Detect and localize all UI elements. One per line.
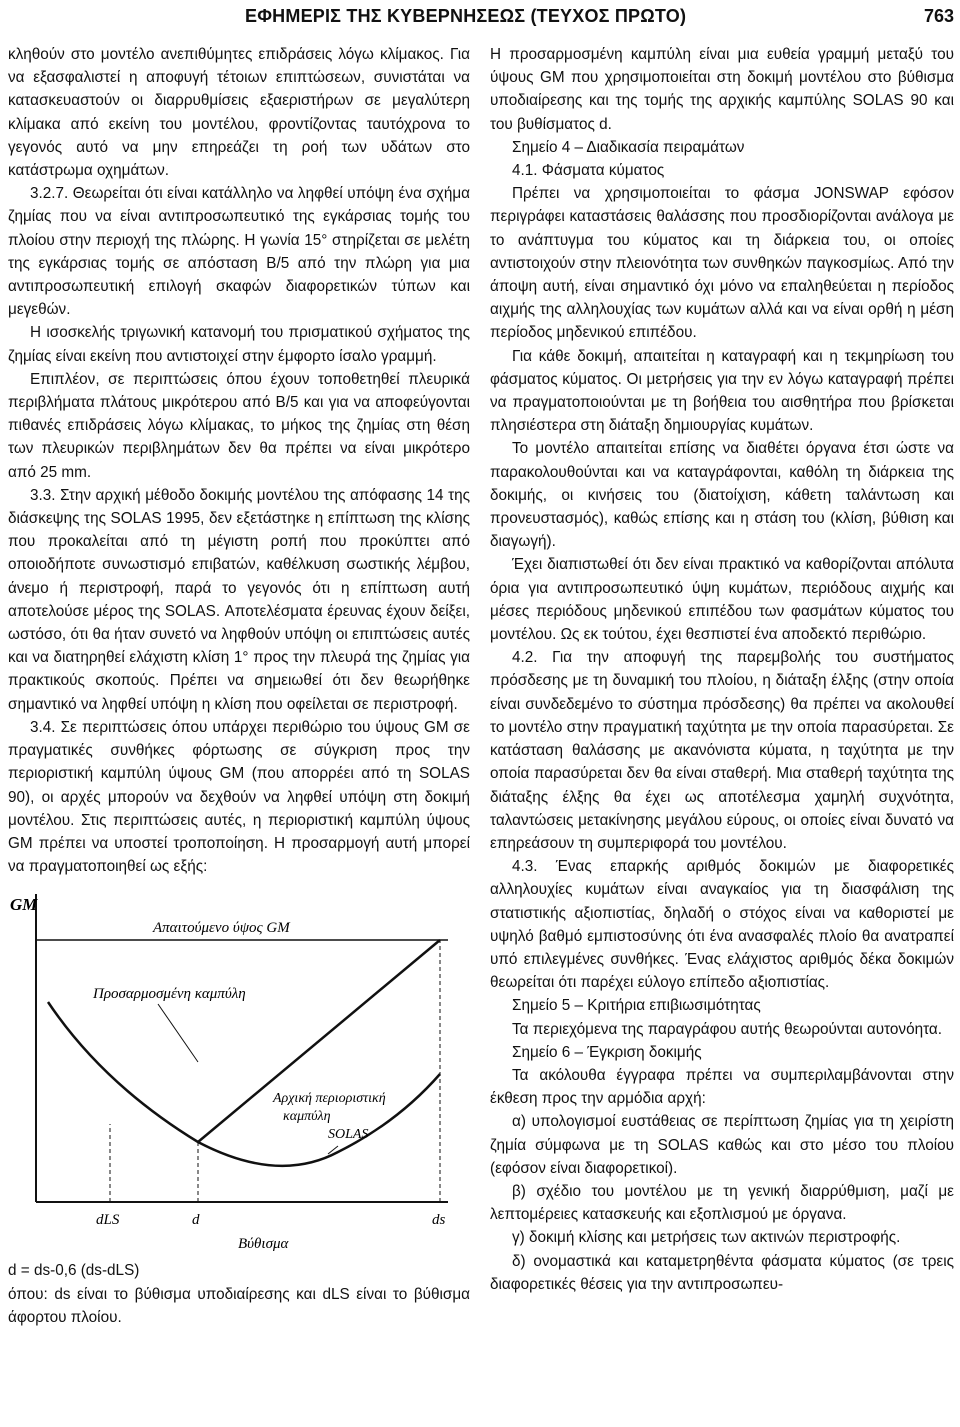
paragraph: 3.2.7. Θεωρείται ότι είναι κατάλληλο να ληφθεί υπόψη ένα σχήμα ζημίας που να είναι αντιπροσωπευτικό της εγκάρσιας τομής του πλοίου στην περιοχή της πλώρης. Η γωνία 15° στηρίζεται σε μελέτη της εγκάρσιας τομής σε απόσταση Β/5 από την πλώρη για μια αντιπροσωπευτική επιλογή σκαφών διαφορετικών τύπων και μεγεθών. [8,185,470,319]
paragraph: Πρέπει να χρησιμοποιείται το φάσμα JONSWAP εφόσον περιγράφει καταστάσεις θαλάσσης που προσδιορίζονται ανάλογα με το ανάπτυγμα του κύματος και τη διάρκεια του, οι οποίες αντιστοιχούν στην πλειονότητα των συνθηκών παγκοσμίως. Από την άποψη αυτή, είναι σημαντικό όχι μόνο να επαληθεύεται η περίοδος αιχμής της αλληλουχίας των κυμάτων αλλά και να είναι ορθή η μέση περίοδος μηδενικού επιπέδου. [490,185,954,342]
list-item: β) σχέδιο του μοντέλου με τη γενική διαρρύθμιση, μαζί με λεπτομέρειες κατασκευής και εξοπλισμού με όργανα. [490,1182,954,1224]
y-axis-label: GM [10,895,38,915]
paragraph: κληθούν στο μοντέλο ανεπιθύμητες επιδράσεις λόγω κλίμακος. Για να εξασφαλιστεί η αποφυγή τέτοιων επιπτώσεων, συνιστάται να κατασκευαστούν οι διαρρυθμίσεις εξαεριστήρων σε μεγαλύτερη κλίμακα από εκείνη του μοντέλου, φροντίζοντας ταυτόχρονα το γεγονός αυτό να μην επηρεάζει τη ροή των υδάτων στο κατάστρωμα οχημάτων. [8,46,470,180]
paragraph: Το μοντέλο απαιτείται επίσης να διαθέτει όργανα έτσι ώστε να παρακολουθούνται και να καταγράφονται, καθόλη τη διάρκεια της δοκιμής, οι κινήσεις του (διατοίχιση, κάθετη ταλάντωση και προνευστασμός), καθώς επίσης και η στάση του (κλίση, βύθιση και διαγωγή). [490,440,954,551]
subsection-heading: 4.1. Φάσματα κύματος [512,162,665,180]
solas-curve-label-line3: SOLAS [328,1127,369,1143]
gm-curve-diagram [8,884,470,1259]
paragraph: 4.2. Για την αποφυγή της παρεμβολής του συστήματος πρόσδεσης με τη δυναμική του πλοίου, η διάταξη έλξης (στην οποία είναι συνδεδεμένο το σύστημα πρόσδεσης) θα πρέπει να ακολουθεί το μοντέλο στην πραγματική ταχύτητα με την οποία παρασύρεται. Σε κατάσταση θαλάσσης με ακανόνιστα κύματα, η ταχύτητα με την οποία παρασύρεται δεν θα είναι σταθερή. Μια σταθερή ταχύτητα της διάταξης έλξης θα έχει ως αποτέλεσμα χαμηλή συχνότητα, ταλαντώσεις μετακίνησης μεγάλου εύρους, οι οποίες είναι δυνατό να επηρεάσουν τη συμπεριφορά του μοντέλου. [490,649,954,852]
paragraph: Έχει διαπιστωθεί ότι δεν είναι πρακτικό να καθορίζονται απόλυτα όρια για αντιπροσωπευτικό ύψη κυμάτων, περιόδους αιχμής και μέσες περιόδους μηδενικού επιπέδου των φασμάτων κύματος του μοντέλου. Ως εκ τούτου, έχει θεσπιστεί ένα αποδεκτό περιθώριο. [490,556,954,644]
required-gm-label: Απαιτούμενο ύψος GM [153,920,290,937]
page-header [0,6,960,34]
solas-original-curve [48,1002,440,1166]
list-item: α) υπολογισμοί ευστάθειας σε περίπτωση ζημίας για τη χειρίστη ζημία σύμφωνα με τη SOLAS καθώς και στο μέσο του πλοίου (εφόσον είναι διαφορετικοί). [490,1113,954,1177]
tick-dls: dLS [96,1212,120,1229]
paragraph: Η προσαρμοσμένη καμπύλη είναι μια ευθεία γραμμή μεταξύ του ύψους GM που χρησιμοποιείται στη δοκιμή μοντέλου στο βύθισμα υποδιαίρεσης και της τομής της αρχικής καμπύλης SOLAS 90 και του βυθίσματος d. [490,46,954,133]
paragraph: Επιπλέον, σε περιπτώσεις όπου έχουν τοποθετηθεί πλευρικά περιβλήματα πλάτους μικρότερου από Β/5 και για να αποφεύγονται πιθανές επιδράσεις λόγω κλίμακας, το μήκος της ζημίας στη θέση των πλευρικών περιβλημάτων δεν θα πρέπει να είναι μικρότερο από 25 mm. [8,370,470,481]
gazette-title: ΕΦΗΜΕΡΙΣ ΤΗΣ ΚΥΒΕΡΝΗΣΕΩΣ (ΤΕΥΧΟΣ ΠΡΩΤΟ) [245,6,687,26]
solas-curve-label-line1: Αρχική περιοριστική [273,1091,386,1107]
right-column [490,43,954,1296]
paragraph: Τα ακόλουθα έγγραφα πρέπει να συμπεριλαμβάνονται στην έκθεση προς την αρμόδια αρχή: [490,1066,954,1108]
section-heading: Σημείο 4 – Διαδικασία πειραμάτων [512,138,745,156]
paragraph: Τα περιεχόμενα της παραγράφου αυτής θεωρούνται αυτονόητα. [512,1020,943,1038]
left-column [8,43,470,1329]
tick-d: d [192,1212,200,1229]
section-heading: Σημείο 5 – Κριτήρια επιβιωσιμότητας [512,997,761,1015]
formula: d = ds-0,6 (ds-dLS) [8,1262,140,1280]
list-item: γ) δοκιμή κλίσης και μετρήσεις των ακτινών περιστροφής. [512,1229,901,1247]
paragraph: 3.4. Σε περιπτώσεις όπου υπάρχει περιθώριο του ύψους GM σε πραγματικές συνθήκες φόρτωσης σε σύγκριση προς την περιοριστική καμπύλη ύψους GM (που απορρέει από τη SOLAS 90), οι αρχές μπορούν να δεχθούν να ληφθεί υπόψη στη δοκιμή μοντέλου. Στις περιπτώσεις αυτές, η περιοριστική καμπύλη ύψους GM πρέπει να υποστεί τροποποίηση. Η προσαρμογή αυτή μπορεί να πραγματοποιηθεί ως εξής: [8,718,470,876]
modified-curve-label: Προσαρμοσμένη καμπύλη [93,986,246,1003]
formula-note: όπου: ds είναι το βύθισμα υποδιαίρεσης και dLS είναι το βύθισμα άφορτου πλοίου. [8,1285,470,1326]
page-number: 763 [923,6,954,26]
modified-label-leader [158,1004,198,1062]
solas-curve-label-line2: καμπύλη [283,1109,331,1125]
paragraph: 3.3. Στην αρχική μέθοδο δοκιμής μοντέλου της απόφασης 14 της διάσκεψης της SOLAS 1995, δεν εξετάστηκε η επίπτωση της κλίσης που προκαλείται από τη μέγιστη ροπή που προκύπτει από οποιοδήποτε συνωστισμό επιβατών, καθέλκυση σωστικής λέμβου, άνεμο ή περιστροφή, παρά το γεγονός ότι η επίπτωση αυτή αποτελούσε μέρος της SOLAS. Αποτελέσματα έρευνας έχουν δείξει, ωστόσο, ότι θα ήταν συνετό να ληφθούν υπόψη οι επιπτώσεις αυτές και να διατηρηθεί ελάχιστη κλίση 1° προς την πλευρά της ζημίας για πρακτικούς σκοπούς. Πρέπει να σημειωθεί ότι δεν θεωρήθηκε σημαντικό να ληφθεί υπόψη η κλίση που οφείλεται σε περιστροφή. [8,486,470,713]
list-item: δ) ονομαστικά και καταμετρηθέντα φάσματα κύματος (σε τρεις διαφορετικές θέσεις για την αντιπροσωπευ- [490,1252,954,1293]
tick-ds: ds [432,1212,446,1229]
section-heading: Σημείο 6 – Έγκριση δοκιμής [512,1043,702,1061]
paragraph: Για κάθε δοκιμή, απαιτείται η καταγραφή και η τεκμηρίωση του φάσματος κύματος. Οι μετρήσεις για την εν λόγω καταγραφή πρέπει να πραγματοποιούνται με τη βοήθεια του αισθητήρα που βρίσκεται πλησιέστερα στη διάταξη δημιουργίας κυμάτων. [490,347,954,435]
paragraph: Η ισοσκελής τριγωνική κατανομή του πρισματικού σχήματος της ζημίας είναι εκείνη που αντιστοιχεί στην έμφορτο ίσαλο γραμμή. [8,324,470,365]
x-axis-label: Βύθισμα [238,1236,289,1253]
gm-curve-figure [8,884,470,1259]
paragraph: 4.3. Ένας επαρκής αριθμός δοκιμών με διαφορετικές αλληλουχίες κυμάτων είναι αναγκαίος για τη διασφάλιση της στατιστικής αξιοπιστίας, δηλαδή ο στόχος είναι να καθοριστεί με υψηλό βαθμό εμπιστοσύνης ότι ένα ανασφαλές πλοίο θα ανατραπεί υπό επιλεγμένες συνθήκες. Ένας ελάχιστος αριθμός δέκα δοκιμών θεωρείται ότι παρέχει εύλογο επίπεδο αξιοπιστίας. [490,858,954,992]
